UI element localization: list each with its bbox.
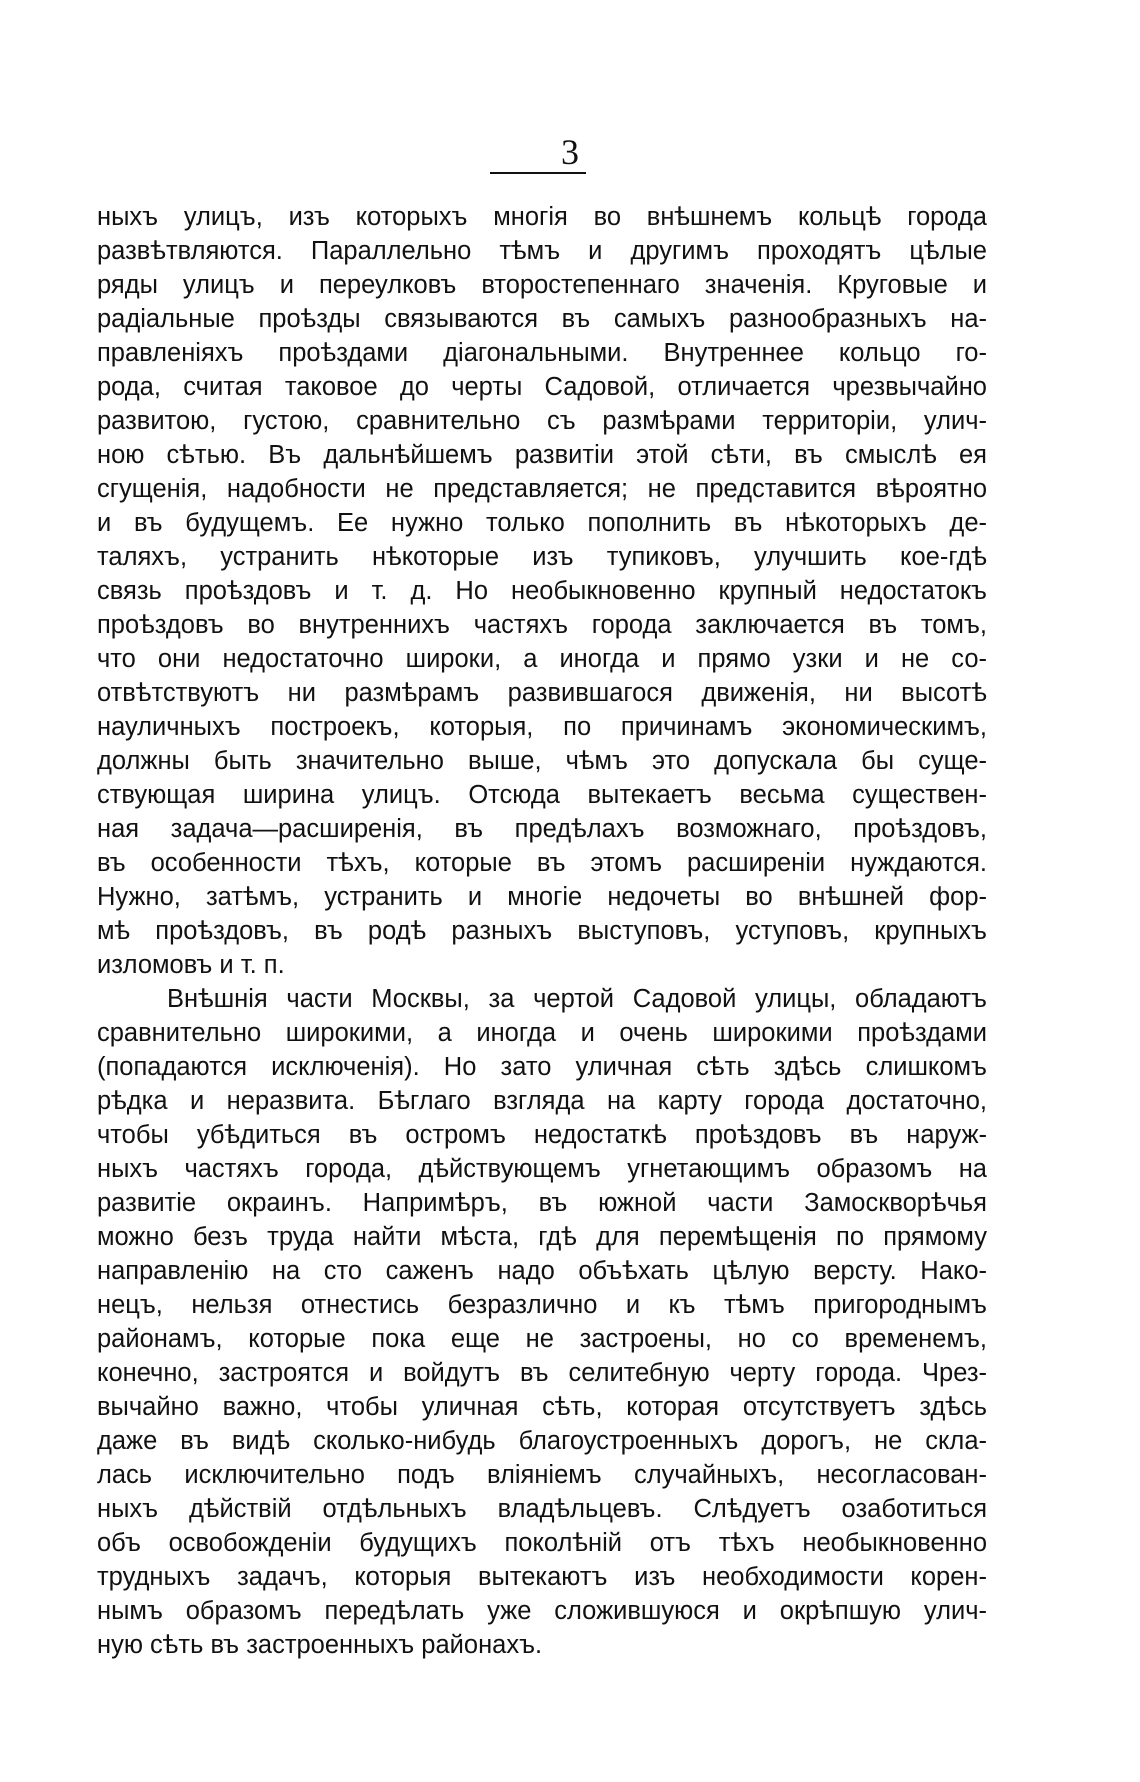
text-line: можно безъ труда найти мѣста, гдѣ для перемѣщенія по прямому [97, 1223, 987, 1251]
text-line: что они недостаточно широки, а иногда и прямо узки и не со- [97, 645, 987, 673]
text-line: чтобы убѣдиться въ остромъ недостаткѣ проѣздовъ въ наруж- [97, 1121, 987, 1149]
page-number-rule [490, 172, 586, 174]
text-line: развитою, густою, сравнительно съ размѣрами территоріи, улич- [97, 407, 987, 435]
body-text [97, 200, 987, 1662]
text-line: ряды улицъ и переулковъ второстепеннаго значенія. Круговые и [97, 271, 987, 299]
text-line: ныхъ частяхъ города, дѣйствующемъ угнетающимъ образомъ на [97, 1155, 987, 1183]
text-line: ныхъ дѣйствій отдѣльныхъ владѣльцевъ. Слѣдуетъ озаботиться [97, 1495, 987, 1523]
text-line: вычайно важно, чтобы уличная сѣть, которая отсутствуетъ здѣсь [97, 1393, 987, 1421]
text-line: должны быть значительно выше, чѣмъ это допускала бы суще- [97, 747, 987, 775]
text-line: въ особенности тѣхъ, которые въ этомъ расширеніи нуждаются. [97, 849, 987, 877]
text-line: ныхъ улицъ, изъ которыхъ многія во внѣшнемъ кольцѣ города [97, 203, 987, 231]
text-line: рѣдка и неразвита. Бѣглаго взгляда на карту города достаточно, [97, 1087, 987, 1115]
text-line: и въ будущемъ. Ее нужно только пополнить въ нѣкоторыхъ де- [97, 509, 987, 537]
text-line: рода, считая таковое до черты Садовой, отличается чрезвычайно [97, 373, 987, 401]
text-line: мѣ проѣздовъ, въ родѣ разныхъ выступовъ, уступовъ, крупныхъ [97, 917, 987, 945]
text-line: (попадаются исключенія). Но зато уличная сѣть здѣсь слишкомъ [97, 1053, 987, 1081]
text-line: районамъ, которые пока еще не застроены, но со временемъ, [97, 1325, 987, 1353]
text-line: сравнительно широкими, а иногда и очень широкими проѣздами [97, 1019, 987, 1047]
paragraph-end-line: ную сѣть въ застроенныхъ районахъ. [97, 1631, 543, 1659]
page-number: 3 [561, 132, 579, 172]
text-line: ствующая ширина улицъ. Отсюда вытекаетъ весьма существен- [97, 781, 987, 809]
text-line: ною сѣтью. Въ дальнѣйшемъ развитіи этой сѣти, въ смыслѣ ея [97, 441, 987, 469]
text-line: связь проѣздовъ и т. д. Но необыкновенно крупный недостатокъ [97, 577, 987, 605]
text-line: нымъ образомъ передѣлать уже сложившуюся и окрѣпшую улич- [97, 1597, 987, 1625]
text-line: сгущенія, надобности не представляется; не представится вѣроятно [97, 475, 987, 503]
text-line: отвѣтствуютъ ни размѣрамъ развившагося движенія, ни высотѣ [97, 679, 987, 707]
text-line: нецъ, нельзя отнестись безразлично и къ тѣмъ пригороднымъ [97, 1291, 987, 1319]
text-line: лась исключительно подъ вліяніемъ случайныхъ, несогласован- [97, 1461, 987, 1489]
text-line: проѣздовъ во внутреннихъ частяхъ города заключается въ томъ, [97, 611, 987, 639]
text-line: объ освобожденіи будущихъ поколѣній отъ тѣхъ необыкновенно [97, 1529, 987, 1557]
text-line: конечно, застроятся и войдутъ въ селитебную черту города. Чрез- [97, 1359, 987, 1387]
text-line: правленіяхъ проѣздами діагональными. Внутреннее кольцо го- [97, 339, 987, 367]
paragraph-end-line: изломовъ и т. п. [97, 951, 285, 979]
text-line: науличныхъ построекъ, которыя, по причинамъ экономическимъ, [97, 713, 987, 741]
text-line: ная задача—расширенія, въ предѣлахъ возможнаго, проѣздовъ, [97, 815, 987, 843]
text-line: радіальные проѣзды связываются въ самыхъ разнообразныхъ на- [97, 305, 987, 333]
text-line: таляхъ, устранить нѣкоторые изъ тупиковъ, улучшить кое-гдѣ [97, 543, 987, 571]
text-line: развитіе окраинъ. Напримѣръ, въ южной части Замоскворѣчья [97, 1189, 987, 1217]
paragraph-start-line: Внѣшнія части Москвы, за чертой Садовой улицы, обладаютъ [167, 985, 987, 1013]
text-line: трудныхъ задачъ, которыя вытекаютъ изъ необходимости корен- [97, 1563, 987, 1591]
text-line: направленію на сто саженъ надо объѣхать цѣлую версту. Нако- [97, 1257, 987, 1285]
text-line: развѣтвляются. Параллельно тѣмъ и другимъ проходятъ цѣлые [97, 237, 987, 265]
text-line: Нужно, затѣмъ, устранить и многіе недочеты во внѣшней фор- [97, 883, 987, 911]
text-line: даже въ видѣ сколько-нибудь благоустроенныхъ дорогъ, не скла- [97, 1427, 987, 1455]
